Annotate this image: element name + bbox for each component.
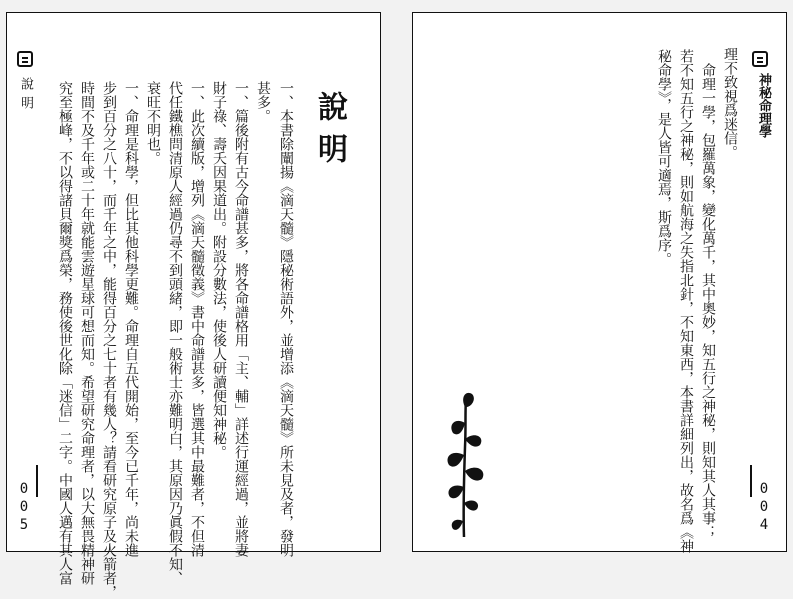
flower-ornament-icon (433, 387, 495, 539)
left-page-number: 005 (16, 481, 32, 535)
body-column-1: 理不致視爲迷信。 (722, 47, 738, 159)
body-column-11: 究至極峰，不以得諸貝爾獎爲榮，務使後世化除「迷信」二字。中國人邁有其人富 (57, 81, 73, 585)
right-page-number: 004 (756, 481, 772, 535)
body-column-7: 衰旺不明也。 (145, 81, 161, 165)
body-column-2: 甚多。 (255, 81, 271, 123)
right-page (412, 12, 787, 552)
body-column-4: 財子祿、壽夭因果道出。附設分數法，使後人研讀便知神秘。 (211, 81, 227, 459)
body-column-10: 時間不及千年或二十年就能雲遊星球可想而知。希望研究命理者，以大無畏精神研 (79, 81, 95, 585)
body-column-2: 命理一學，包羅萬象，變化萬千，其中奧妙，知五行之神秘，則知其人其事； (700, 63, 716, 539)
page-number-rule (36, 465, 38, 497)
body-column-9: 步到百分之八十，而千年之中，能得百分之七十者有幾人？請看研究原子及火箭者， (101, 81, 117, 599)
body-column-5: 一、此次續版，增列《滴天髓徵義》書中命譜甚多，皆選其中最難者，不但清 (189, 81, 205, 557)
body-column-3: 一、篇後附有古今命譜甚多，將各命譜格用「主、輔」詳述行運經過，並將妻 (233, 81, 249, 557)
right-side-label: 神秘命理學 (756, 73, 771, 138)
page-title: 說明 (312, 91, 347, 175)
left-side-label: 說明 (18, 77, 33, 115)
body-column-3: 若不知五行之神秘，則如航海之失指北針，不知東西，本書詳細列出，故名爲《神 (678, 49, 694, 553)
body-column-8: 一、命理是科學，但比其他科學更難。命理自五代開始，至今已千年，尚未進 (123, 81, 139, 557)
body-column-1: 一、本書除闡揚《滴天髓》隱秘術語外，並增添《滴天髓》所未見及者，發明 (278, 81, 294, 557)
book-emblem-icon (752, 51, 768, 67)
body-column-4: 秘命學》，是人皆可適焉，斯爲序。 (656, 49, 672, 266)
book-emblem-icon (17, 51, 33, 67)
body-column-6: 代任鐵樵問清原人經過仍尋不到頭緒，即一般術士亦難明白，其原因乃眞假不知、 (167, 81, 183, 585)
left-page (6, 12, 381, 599)
page-number-rule (750, 465, 752, 497)
